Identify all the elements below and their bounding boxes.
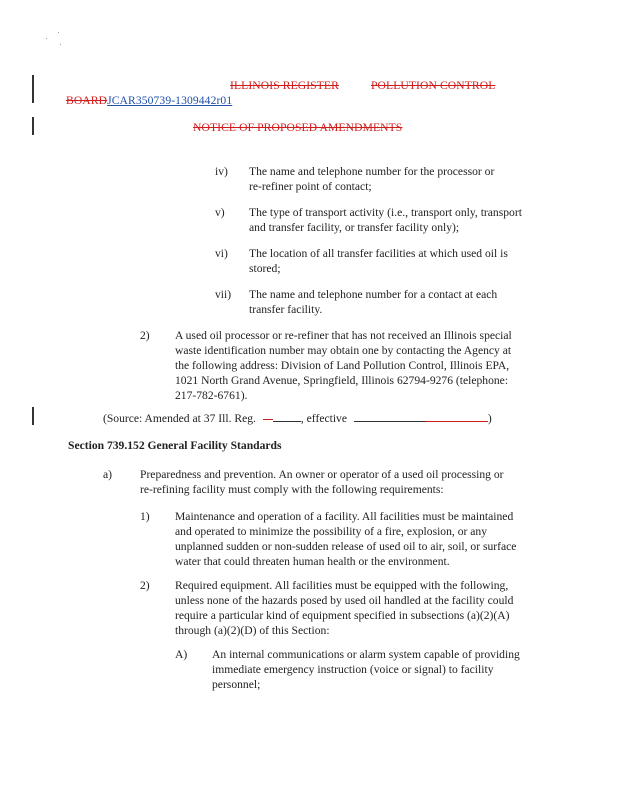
sub-a-text: Preparedness and prevention. An owner or operator of a used oil processing or re-refining facility must comply with the following requirements: xyxy=(140,468,504,496)
sub-2-num: 2) xyxy=(140,579,150,592)
sub-A-num: A) xyxy=(175,648,188,661)
source-suffix: ) xyxy=(487,412,492,425)
doc-id-link[interactable]: JCAR350739-1309442r01 xyxy=(107,94,233,107)
section-title: Section 739.152 General Facility Standards xyxy=(68,439,282,452)
scan-speck xyxy=(58,32,59,33)
item-v-text: The type of transport activity (i.e., transport only, transport and transfer facility, or transfer facility only); xyxy=(249,206,522,234)
register-title: ILLINOIS REGISTER xyxy=(230,79,339,92)
item-vi-text: The location of all transfer facilities at which used oil is stored; xyxy=(249,247,508,275)
sub-A-text: An internal communications or alarm system capable of providing immediate emergency instruction (voice or signal) to facility personnel; xyxy=(212,648,520,691)
change-bar xyxy=(32,75,34,103)
item-iv-num: iv) xyxy=(215,165,228,178)
sub-a-num: a) xyxy=(103,468,113,481)
sub-1-text: Maintenance and operation of a facility. All facilities must be maintained and operated to minimize the possibility of a fire, explosion, or any unplanned sudden or non-sudden release of used oil to air, soil, or surface water that could threaten human health or the environment. xyxy=(175,510,517,568)
item-vii-text: The name and telephone number for a contact at each transfer facility. xyxy=(249,288,498,316)
sub-1-num: 1) xyxy=(140,510,150,523)
board-line xyxy=(66,94,232,107)
board-title-part1: POLLUTION CONTROL xyxy=(371,79,496,92)
change-bar xyxy=(32,407,34,425)
board-title-part2: BOARD xyxy=(66,94,108,107)
scan-speck xyxy=(46,38,47,39)
source-effective: , effective xyxy=(300,412,347,425)
source-prefix: (Source: Amended at 37 Ill. Reg. xyxy=(103,412,256,425)
effective-blank xyxy=(354,410,426,422)
item-iv-text: The name and telephone number for the processor or re-refiner point of contact; xyxy=(249,165,495,193)
item-2-num: 2) xyxy=(140,329,150,342)
item-v-num: v) xyxy=(215,206,225,219)
struck-blank xyxy=(263,419,273,420)
effective-blank-inserted xyxy=(426,410,488,422)
source-line xyxy=(103,410,492,426)
notice-title: NOTICE OF PROPOSED AMENDMENTS xyxy=(193,121,403,134)
reg-blank xyxy=(273,410,301,422)
item-2-text: A used oil processor or re-refiner that has not received an Illinois special waste identification number may obtain one by contacting the Agency at the following address: Division of Land Pollution Control, Illinois EPA, 1021 North Grand Avenue, Springfield, Illinois 62794-9276 (telephone: 217-782-6761). xyxy=(175,329,512,402)
change-bar xyxy=(32,117,34,135)
sub-2-text: Required equipment. All facilities must be equipped with the following, unless none of the hazards posed by used oil handled at the facility could require a particular kind of equipment specified in subsections (a)(2)(A) through (a)(2)(D) of this Section: xyxy=(175,579,514,637)
item-vi-num: vi) xyxy=(215,247,228,260)
item-vii-num: vii) xyxy=(215,288,232,301)
scan-speck xyxy=(60,44,61,45)
